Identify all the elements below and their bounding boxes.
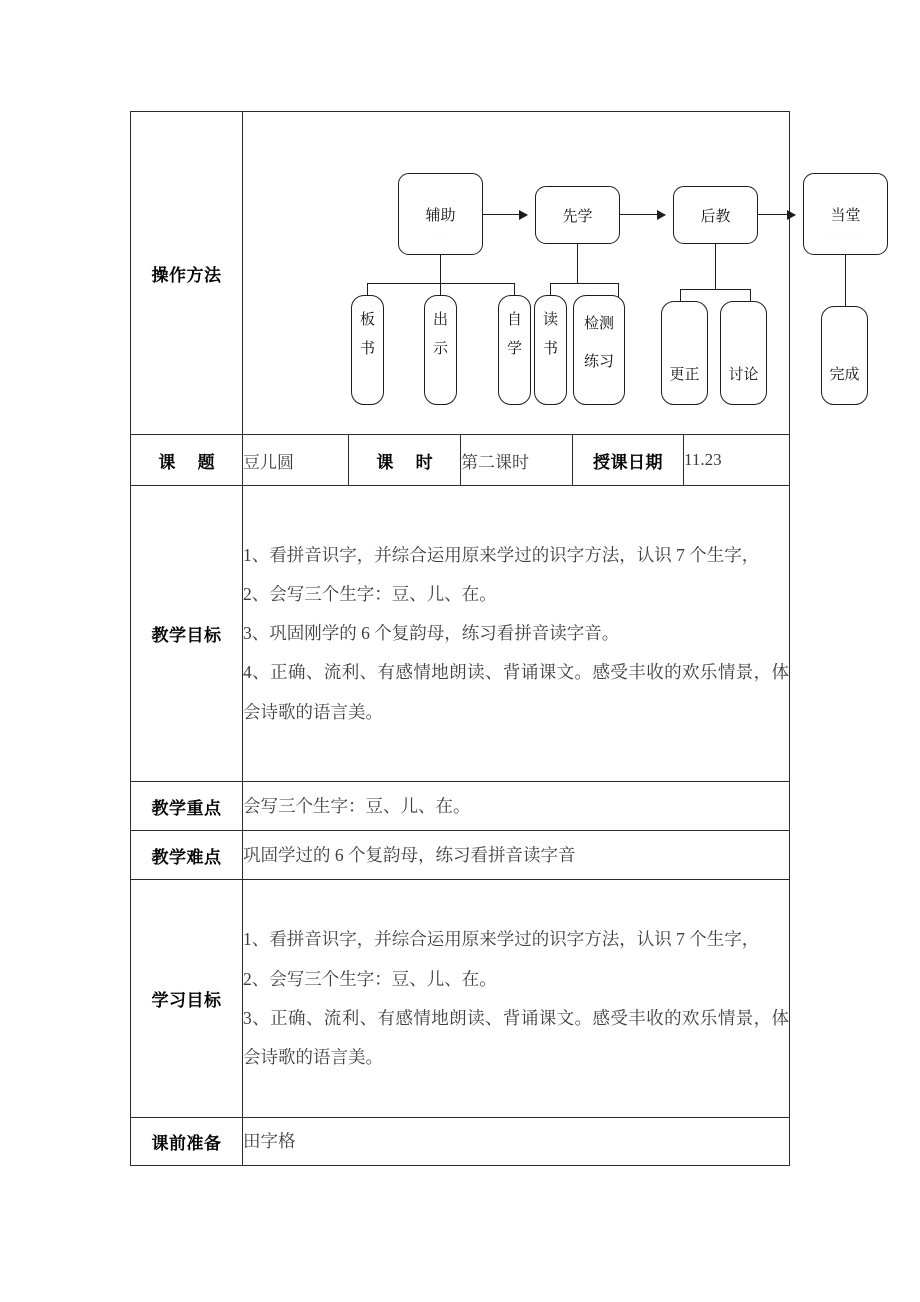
flow-leaf-gengzheng-label: 更正	[669, 365, 700, 383]
connector-xianxue-bar	[550, 283, 619, 284]
char: 板	[359, 310, 375, 328]
flow-node-dangtang[interactable]	[803, 173, 888, 255]
row-label-key-point: 教学重点	[131, 782, 243, 831]
learning-goal-line: 1、看拼音识字，并综合运用原来学过的识字方法，认识 7 个生字，	[243, 929, 760, 950]
teaching-goals-content	[243, 486, 790, 782]
flow-node-houjiao[interactable]	[673, 186, 758, 244]
table-row-key-point	[131, 782, 790, 831]
teaching-goal-line: 3、巩固刚学的 6 个复韵母，练习看拼音读字音。	[243, 623, 620, 644]
learning-goal-line: 2、会写三个生字：豆、儿、在。	[243, 968, 497, 989]
table-row-teaching-goals	[131, 486, 790, 782]
flow-node-fuzhu-faint: · ·	[434, 235, 447, 242]
char: 读	[542, 310, 558, 328]
table-row-learning-goals	[131, 880, 790, 1118]
label-date: 授课日期	[573, 435, 684, 486]
flow-leaf-banshu[interactable]	[351, 295, 384, 405]
row-label-preparation: 课前准备	[131, 1118, 243, 1166]
char: 示	[432, 339, 448, 358]
value-period: 第二课时	[461, 435, 573, 486]
flow-leaf-chushi-label	[433, 305, 448, 364]
row-label-learning-goals: 学习目标	[131, 880, 243, 1118]
table-row-preparation	[131, 1118, 790, 1166]
connector-fuzhu-stem	[440, 255, 441, 283]
flow-node-fuzhu-label: 辅助	[425, 205, 456, 224]
flow-node-xianxue-label: 先学	[562, 206, 593, 225]
teaching-goal-line: 1、看拼音识字，并综合运用原来学过的识字方法，认识 7 个生字，	[243, 544, 760, 565]
flow-leaf-wancheng-label: 完成	[829, 365, 860, 383]
connector-houjiao-stem	[715, 244, 716, 289]
flow-node-houjiao-label: 后教	[700, 206, 731, 225]
table-row-info	[131, 435, 790, 486]
char-pair: 检测	[583, 314, 614, 332]
flow-node-xianxue[interactable]	[535, 186, 620, 244]
flow-leaf-gengzheng[interactable]	[661, 301, 708, 405]
char: 书	[359, 339, 375, 358]
learning-goals-content	[243, 880, 790, 1118]
flow-node-fuzhu[interactable]	[398, 173, 483, 255]
learning-goal-line: 3、正确、流利、有感情地朗读、背诵课文。感受丰收的欢乐情景，体会诗歌的语言美。	[243, 1007, 790, 1067]
connector-xianxue-stem	[577, 244, 578, 283]
flow-leaf-zixue[interactable]	[498, 295, 531, 405]
arrow-xianxue-to-houjiao	[620, 214, 665, 215]
preparation-content: 田字格	[243, 1118, 790, 1166]
flow-leaf-banshu-label	[360, 305, 375, 364]
flow-leaf-dushu-label	[543, 305, 558, 364]
arrow-houjiao-to-dangtang	[758, 214, 795, 215]
teaching-goal-line: 4、正确、流利、有感情地朗读、背诵课文。感受丰收的欢乐情景，体会诗歌的语言美。	[243, 662, 790, 722]
char: 自	[506, 310, 522, 328]
label-topic: 课 题	[131, 435, 243, 486]
flow-leaf-zixue-label	[507, 305, 522, 364]
flow-leaf-wancheng[interactable]	[821, 306, 868, 405]
char: 出	[432, 310, 448, 328]
table-row-difficulty	[131, 831, 790, 880]
flow-node-dangtang-faint: · · · · ·	[827, 235, 864, 242]
key-point-content: 会写三个生字：豆、儿、在。	[243, 782, 790, 831]
char-pair: 练习	[583, 351, 614, 370]
flow-leaf-chushi[interactable]	[424, 295, 457, 405]
difficulty-content: 巩固学过的 6 个复韵母，练习看拼音读字音	[243, 831, 790, 880]
lesson-plan-table	[130, 111, 864, 1166]
teaching-goal-line: 2、会写三个生字：豆、儿、在。	[243, 583, 497, 604]
connector-houjiao-bar	[680, 289, 751, 290]
flow-leaf-taolun[interactable]	[720, 301, 767, 405]
operation-method-diagram-cell	[243, 112, 864, 435]
table-row-operation-method	[131, 112, 790, 435]
row-label-teaching-goals: 教学目标	[131, 486, 243, 782]
flow-leaf-jiance-lianxi-label	[584, 305, 614, 380]
flow-leaf-dushu[interactable]	[534, 295, 567, 405]
value-topic: 豆儿圆	[243, 435, 349, 486]
connector-dangtang-stem	[845, 255, 846, 306]
arrow-fuzhu-to-xianxue	[483, 214, 527, 215]
char: 书	[542, 339, 558, 358]
flowchart	[243, 112, 864, 434]
row-label-operation-method: 操作方法	[131, 112, 243, 435]
value-date: 11.23	[684, 435, 790, 486]
flow-leaf-jiance-lianxi[interactable]	[573, 295, 625, 405]
row-label-difficulty: 教学难点	[131, 831, 243, 880]
flow-leaf-taolun-label: 讨论	[728, 365, 759, 383]
label-period: 课 时	[349, 435, 461, 486]
char: 学	[506, 339, 522, 358]
flow-node-dangtang-label: 当堂	[830, 205, 861, 224]
